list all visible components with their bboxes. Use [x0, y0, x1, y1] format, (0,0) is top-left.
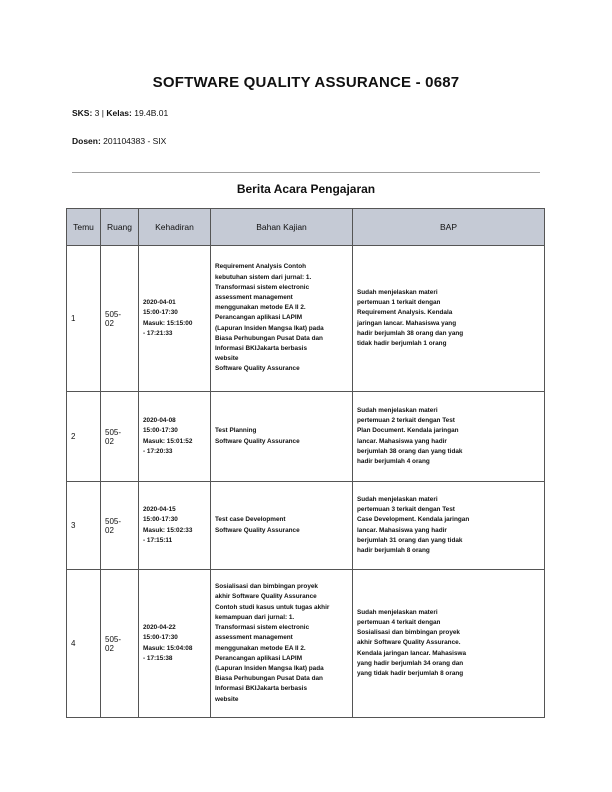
bap-line: yang hadir berjumlah 34 orang dan: [357, 659, 464, 667]
kehadiran-cell: [139, 482, 211, 570]
bap-line: pertemuan 3 terkait dengan Test: [357, 506, 455, 514]
ruang-cell: 505- 02: [101, 570, 139, 718]
bahan-kajian-cell: [211, 392, 353, 482]
kehadiran-cell: [139, 570, 211, 718]
bahan-kajian-line: website: [215, 355, 239, 363]
ruang-cell: 505- 02: [101, 246, 139, 392]
kehadiran-line: Masuk: 15:01:52: [143, 437, 193, 445]
bahan-kajian-line: menggunakan metode EA II 2.: [215, 304, 306, 312]
bahan-kajian-line: Perancangan aplikasi LAPIM: [215, 654, 303, 662]
bap-line: Sudah menjelaskan materi: [357, 288, 438, 296]
kehadiran-line: - 17:15:38: [143, 654, 173, 662]
kehadiran-cell: [139, 392, 211, 482]
column-header-bap: BAP: [353, 209, 545, 246]
bahan-kajian-line: Transformasi sistem electronic: [215, 624, 310, 632]
temu-cell: 3: [67, 482, 101, 570]
kehadiran-line: - 17:20:33: [143, 447, 173, 455]
table-row: [67, 392, 545, 482]
bap-line: Kendala jaringan lancar. Mahasiswa: [357, 649, 467, 657]
bahan-kajian-line: Software Quality Assurance: [215, 365, 300, 373]
bap-line: pertemuan 4 terkait dengan: [357, 618, 441, 626]
bahan-kajian-line: Software Quality Assurance: [215, 526, 300, 534]
course-info: [72, 108, 168, 118]
bahan-kajian-line: Transformasi sistem electronic: [215, 283, 310, 291]
bap-line: hadir berjumlah 4 orang: [357, 457, 430, 465]
bap-line: Case Development. Kendala jaringan: [357, 516, 470, 524]
bap-line: tidak hadir berjumlah 1 orang: [357, 339, 447, 347]
kelas-label: Kelas:: [106, 108, 132, 118]
bahan-kajian-line: Test Planning: [215, 427, 257, 435]
bap-line: berjumlah 31 orang dan yang tidak: [357, 536, 463, 544]
bahan-kajian-cell: [211, 246, 353, 392]
bahan-kajian-line: kebutuhan sistem dari jurnal: 1.: [215, 273, 312, 281]
column-header-kehadiran: Kehadiran: [139, 209, 211, 246]
bap-cell: [353, 392, 545, 482]
kehadiran-line: Masuk: 15:04:08: [143, 644, 193, 652]
section-title: Berita Acara Pengajaran: [236, 182, 376, 196]
temu-cell: 2: [67, 392, 101, 482]
bap-cell: [353, 570, 545, 718]
table-header-row: [67, 209, 545, 246]
kehadiran-line: 2020-04-08: [143, 417, 176, 425]
bap-cell: [353, 246, 545, 392]
bahan-kajian-line: (Lapuran Insiden Mangsa Ikat) pada: [215, 324, 324, 332]
bahan-kajian-line: Software Quality Assurance: [215, 437, 300, 445]
bap-line: akhir Software Quality Assurance.: [357, 639, 461, 647]
column-header-ruang: Ruang: [101, 209, 139, 246]
teaching-log-table: [66, 208, 545, 718]
bahan-kajian-cell: [211, 570, 353, 718]
kehadiran-line: Masuk: 15:15:00: [143, 319, 193, 327]
bahan-kajian-line: website: [215, 695, 239, 703]
bap-cell: [353, 482, 545, 570]
dosen-value: 201104383 - SIX: [100, 136, 167, 146]
ruang-cell: 505- 02: [101, 392, 139, 482]
bap-line: Sudah menjelaskan materi: [357, 406, 438, 414]
bahan-kajian-line: Biasa Perhubungan Pusat Data dan: [215, 675, 323, 683]
kehadiran-line: 15:00-17:30: [143, 516, 178, 524]
column-header-bahan-kajian: Bahan Kajian: [211, 209, 353, 246]
bahan-kajian-line: menggunakan metode EA II 2.: [215, 644, 306, 652]
bahan-kajian-line: kemampuan dari jurnal: 1.: [215, 613, 295, 621]
bahan-kajian-line: (Lapuran Insiden Mangsa Ikat) pada: [215, 664, 324, 672]
bahan-kajian-line: Contoh studi kasus untuk tugas akhir: [215, 603, 330, 611]
column-header-temu: Temu: [67, 209, 101, 246]
bahan-kajian-line: Informasi BKIJakarta berbasis: [215, 345, 307, 352]
kehadiran-line: 2020-04-22: [143, 624, 176, 632]
bap-line: Requirement Analysis. Kendala: [357, 309, 453, 317]
kehadiran-cell: [139, 246, 211, 392]
bap-line: Sosialisasi dan bimbingan proyek: [357, 629, 460, 637]
bap-line: berjumlah 38 orang dan yang tidak: [357, 447, 463, 455]
bahan-kajian-line: Test case Development: [215, 516, 286, 524]
dosen-label: Dosen:: [72, 136, 101, 146]
bap-line: hadir berjumlah 38 orang dan yang: [357, 329, 464, 337]
bap-line: hadir berjumlah 8 orang: [357, 546, 430, 554]
bap-line: Plan Document. Kendala jaringan: [357, 427, 459, 435]
kehadiran-line: - 17:21:33: [143, 329, 173, 337]
kehadiran-line: 15:00-17:30: [143, 309, 178, 317]
bahan-kajian-cell: [211, 482, 353, 570]
kehadiran-line: Masuk: 15:02:33: [143, 526, 193, 534]
ruang-cell: 505- 02: [101, 482, 139, 570]
bahan-kajian-line: akhir Software Quality Assurance: [215, 593, 317, 601]
sks-value: 3 |: [92, 108, 107, 118]
table-row: [67, 570, 545, 718]
kehadiran-line: 15:00-17:30: [143, 634, 178, 642]
bap-line: Sudah menjelaskan materi: [357, 495, 438, 503]
kehadiran-line: 2020-04-15: [143, 506, 176, 514]
bap-line: jaringan lancar. Mahasiswa yang: [357, 319, 457, 327]
bap-line: pertemuan 2 terkait dengan Test: [357, 417, 455, 425]
kehadiran-line: 15:00-17:30: [143, 427, 178, 435]
bap-line: yang tidak hadir berjumlah 8 orang: [357, 670, 464, 677]
bap-line: pertemuan 1 terkait dengan: [357, 299, 441, 307]
bap-line: lancar. Mahasiswa yang hadir: [357, 437, 447, 445]
table-row: [67, 482, 545, 570]
kelas-value: 19.4B.01: [131, 108, 169, 118]
temu-cell: 4: [67, 570, 101, 718]
bap-line: Sudah menjelaskan materi: [357, 608, 438, 616]
divider: [72, 172, 540, 173]
temu-cell: 1: [67, 246, 101, 392]
bahan-kajian-line: assessment management: [215, 293, 293, 301]
bap-line: lancar. Mahasiswa yang hadir: [357, 526, 447, 534]
bahan-kajian-line: Perancangan aplikasi LAPIM: [215, 314, 303, 322]
bahan-kajian-line: assessment management: [215, 634, 293, 642]
table-row: [67, 246, 545, 392]
bahan-kajian-line: Requirement Analysis Contoh: [215, 263, 307, 271]
kehadiran-line: - 17:15:11: [143, 536, 173, 544]
bahan-kajian-line: Sosialisasi dan bimbingan proyek: [215, 583, 318, 591]
bahan-kajian-line: Biasa Perhubungan Pusat Data dan: [215, 334, 323, 342]
lecturer-info: [72, 136, 166, 146]
kehadiran-line: 2020-04-01: [143, 299, 176, 307]
page-title: SOFTWARE QUALITY ASSURANCE - 0687: [152, 74, 460, 91]
sks-label: SKS:: [72, 108, 93, 118]
bahan-kajian-line: Informasi BKIJakarta berbasis: [215, 685, 307, 693]
